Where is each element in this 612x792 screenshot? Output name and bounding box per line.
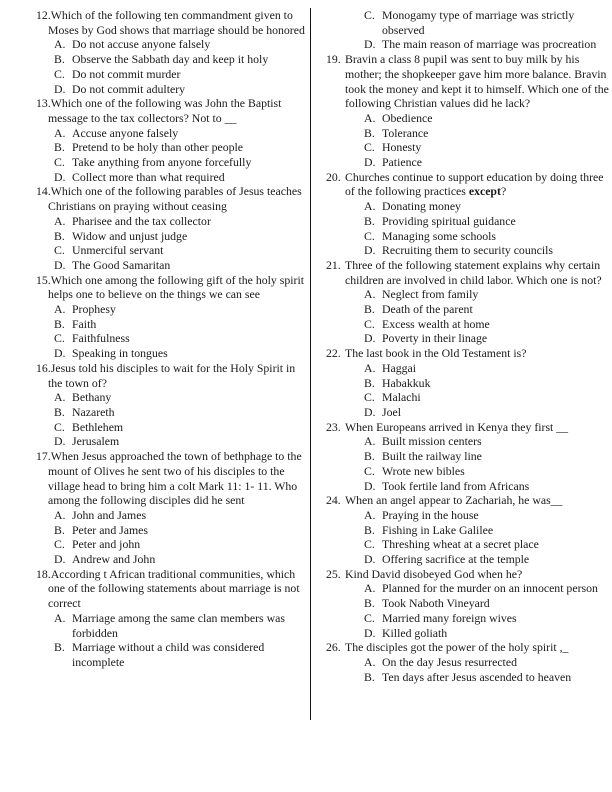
- question-text-block: [36, 567, 310, 611]
- answer-option: [326, 611, 610, 626]
- answer-option: [30, 82, 310, 97]
- answer-option: [30, 37, 310, 52]
- answer-option: [326, 523, 610, 538]
- answer-option: [326, 670, 610, 685]
- answer-option: [326, 111, 610, 126]
- question-text-block: [326, 419, 569, 434]
- question: [30, 184, 310, 213]
- option-text: Obedience: [382, 110, 433, 125]
- answer-option: [326, 537, 610, 552]
- option-text: Bethany: [72, 390, 112, 405]
- question-number: 16.: [36, 360, 51, 375]
- question-number: 20.: [326, 169, 341, 184]
- question-text: Jesus told his disciples to wait for the Holy Spirit in the town of?: [48, 360, 296, 390]
- question: [326, 567, 610, 582]
- question-text: When an angel appear to Zachariah, he was__: [345, 493, 563, 508]
- option-letter: C.: [54, 243, 65, 258]
- option-letter: B.: [364, 125, 375, 140]
- option-text: Recruiting them to security councils: [382, 243, 554, 258]
- option-text: Peter and James: [72, 522, 149, 537]
- answer-option: [30, 523, 310, 538]
- answer-option: [30, 390, 310, 405]
- option-letter: C.: [364, 228, 375, 243]
- option-letter: D.: [364, 155, 376, 170]
- answer-option: [326, 449, 610, 464]
- option-text: Monogamy type of marriage was strictly observed: [382, 8, 575, 37]
- answer-option: [326, 302, 610, 317]
- option-letter: A.: [364, 110, 376, 125]
- question-text-block: [36, 8, 310, 37]
- option-letter: A.: [364, 654, 376, 669]
- option-text: Faithfulness: [72, 331, 130, 346]
- option-letter: B.: [54, 52, 65, 67]
- option-text: Do not accuse anyone falsely: [72, 37, 211, 52]
- answer-option: [326, 508, 610, 523]
- question-text: When Jesus approached the town of bethphage to the mount of Olives he sent two of his disciples to the village head to bring him a colt Mark 11: 1- 11. Who among the following disciples did he sent: [48, 449, 302, 508]
- answer-option: [326, 655, 610, 670]
- question-text-block: [326, 566, 523, 581]
- option-text: Killed goliath: [382, 625, 448, 640]
- option-letter: A.: [364, 287, 376, 302]
- question-emphasis: except: [468, 184, 501, 199]
- option-letter: C.: [364, 463, 375, 478]
- question-text-block: [36, 96, 310, 125]
- option-text: Speaking in tongues: [72, 346, 168, 361]
- answer-option: [326, 479, 610, 494]
- option-text: Managing some schools: [382, 228, 497, 243]
- question-number: 17.: [36, 449, 51, 464]
- answer-option: [326, 552, 610, 567]
- option-text: Built mission centers: [382, 434, 482, 449]
- option-letter: A.: [54, 610, 66, 625]
- question-text-block: [36, 184, 310, 213]
- question: [326, 258, 610, 287]
- option-letter: C.: [364, 610, 375, 625]
- option-letter: B.: [54, 522, 65, 537]
- option-letter: D.: [54, 81, 66, 96]
- answer-option: [30, 258, 310, 273]
- option-text: Unmerciful servant: [72, 243, 164, 258]
- option-text: Faith: [72, 316, 97, 331]
- answer-option: [326, 229, 610, 244]
- option-letter: B.: [54, 640, 65, 655]
- question: [326, 170, 610, 199]
- question-number: 14.: [36, 184, 51, 199]
- question-text-end: ?: [500, 184, 507, 199]
- option-text: Praying in the house: [382, 507, 479, 522]
- option-text: Providing spiritual guidance: [382, 213, 516, 228]
- answer-option: [30, 317, 310, 332]
- option-text: Marriage among the same clan members was forbidden: [72, 610, 285, 640]
- answer-option: [326, 199, 610, 214]
- answer-option: [326, 287, 610, 302]
- question-number: 19.: [326, 52, 341, 67]
- option-letter: D.: [54, 346, 66, 361]
- option-text: The Good Samaritan: [72, 257, 171, 272]
- answer-option: [326, 243, 610, 258]
- option-text: Honesty: [382, 140, 422, 155]
- answer-option: [326, 140, 610, 155]
- answer-option: [30, 552, 310, 567]
- option-letter: B.: [364, 213, 375, 228]
- question-text: The last book in the Old Testament is?: [345, 346, 527, 361]
- option-letter: D.: [364, 331, 376, 346]
- option-letter: B.: [364, 669, 375, 684]
- option-text: Pharisee and the tax collector: [72, 213, 211, 228]
- answer-option: [30, 420, 310, 435]
- question-number: 22.: [326, 346, 341, 361]
- answer-option: [326, 626, 610, 641]
- option-text: Poverty in their linage: [382, 331, 488, 346]
- answer-option: [30, 214, 310, 229]
- option-letter: D.: [364, 243, 376, 258]
- option-text: John and James: [72, 507, 147, 522]
- option-letter: C.: [54, 155, 65, 170]
- answer-option: [326, 126, 610, 141]
- option-text: Haggai: [382, 360, 417, 375]
- question-text-block: [36, 361, 310, 390]
- answer-option: [30, 126, 310, 141]
- question-text: When Europeans arrived in Kenya they first __: [345, 419, 569, 434]
- option-letter: D.: [54, 169, 66, 184]
- option-letter: C.: [364, 8, 375, 22]
- option-letter: C.: [364, 140, 375, 155]
- option-text: The main reason of marriage was procreation: [382, 37, 597, 52]
- option-text: Death of the parent: [382, 302, 473, 317]
- option-letter: B.: [364, 596, 375, 611]
- question: [30, 361, 310, 390]
- question-text: Kind David disobeyed God when he?: [345, 566, 523, 581]
- option-letter: A.: [364, 581, 376, 596]
- option-text: Patience: [382, 155, 422, 170]
- question: [326, 640, 610, 655]
- option-letter: D.: [54, 552, 66, 567]
- question-text-block: [326, 257, 602, 287]
- option-text: Collect more than what required: [72, 169, 225, 184]
- option-letter: A.: [54, 213, 66, 228]
- option-text: Threshing wheat at a secret place: [382, 537, 539, 552]
- question-text-block: [326, 493, 563, 508]
- option-letter: B.: [54, 316, 65, 331]
- option-letter: C.: [54, 331, 65, 346]
- option-letter: C.: [54, 419, 65, 434]
- option-text: Took Naboth Vineyard: [382, 596, 490, 611]
- question-text-block: [326, 640, 569, 655]
- answer-option: [326, 464, 610, 479]
- answer-option: [326, 596, 610, 611]
- option-text: Andrew and John: [72, 552, 156, 567]
- answer-option: [326, 390, 610, 405]
- option-letter: D.: [54, 434, 66, 449]
- option-letter: B.: [364, 449, 375, 464]
- question-number: 23.: [326, 419, 341, 434]
- question: [326, 493, 610, 508]
- option-text: Married many foreign wives: [382, 610, 517, 625]
- option-text: Offering sacrifice at the temple: [382, 552, 530, 567]
- answer-option: [30, 331, 310, 346]
- question-text: Which one among the following gift of the holy spirit helps one to believe on the things we can see: [48, 272, 305, 302]
- option-text: Do not commit adultery: [72, 81, 186, 96]
- option-text: Took fertile land from Africans: [382, 478, 530, 493]
- question-text: Which one of the following was John the Baptist message to the tax collectors? Not to __: [48, 96, 282, 125]
- option-letter: C.: [364, 537, 375, 552]
- option-text: Tolerance: [382, 125, 429, 140]
- question: [326, 420, 610, 435]
- option-letter: D.: [364, 37, 376, 52]
- answer-option: [326, 405, 610, 420]
- answer-option: [30, 640, 310, 669]
- option-text: Malachi: [382, 390, 421, 405]
- question-number: 13.: [36, 96, 51, 111]
- question-text-block: [326, 169, 604, 199]
- option-letter: B.: [54, 404, 65, 419]
- answer-option: [30, 170, 310, 185]
- option-text: Joel: [382, 404, 402, 419]
- question-number: 26.: [326, 640, 341, 655]
- answer-option: [326, 581, 610, 596]
- option-text: Ten days after Jesus ascended to heaven: [382, 669, 572, 684]
- option-text: Prophesy: [72, 302, 116, 317]
- option-letter: A.: [54, 37, 66, 52]
- answer-option: [30, 140, 310, 155]
- question-text-block: [36, 449, 310, 508]
- right-column: [326, 8, 610, 684]
- option-text: Nazareth: [72, 404, 115, 419]
- option-letter: D.: [364, 404, 376, 419]
- answer-option: [30, 243, 310, 258]
- option-text: Marriage without a child was considered incomplete: [72, 640, 265, 669]
- left-column: [30, 8, 310, 670]
- option-text: Accuse anyone falsely: [72, 125, 179, 140]
- answer-option: [326, 376, 610, 391]
- option-text: Planned for the murder on an innocent person: [382, 581, 598, 596]
- question-number: 24.: [326, 493, 341, 508]
- option-letter: A.: [54, 302, 66, 317]
- answer-option: [326, 361, 610, 376]
- answer-option: [30, 611, 310, 640]
- option-text: Widow and unjust judge: [72, 228, 188, 243]
- option-letter: D.: [54, 257, 66, 272]
- answer-option: [30, 67, 310, 82]
- option-text: Observe the Sabbath day and keep it holy: [72, 52, 269, 67]
- option-letter: A.: [364, 507, 376, 522]
- answer-option: [326, 434, 610, 449]
- question-text: Bravin a class 8 pupil was sent to buy milk by his mother; the shopkeeper gave him more balance. Bravin took the money and kept it to himself. Which one of the following Christian values did he lack?: [345, 52, 609, 111]
- option-letter: A.: [54, 125, 66, 140]
- option-text: Do not commit murder: [72, 66, 181, 81]
- option-text: Built the railway line: [382, 449, 482, 464]
- answer-option: [326, 155, 610, 170]
- column-divider: [310, 8, 311, 720]
- question-text-block: [326, 52, 609, 111]
- question-text: Which one of the following parables of Jesus teaches Christians on praying without ceasing: [48, 184, 302, 214]
- question-text: Which of the following ten commandment given to Moses by God shows that marriage should be honored: [48, 8, 305, 37]
- question-text-block: [36, 273, 310, 302]
- answer-option: [30, 405, 310, 420]
- option-letter: C.: [364, 316, 375, 331]
- option-text: On the day Jesus resurrected: [382, 654, 517, 669]
- option-letter: B.: [364, 522, 375, 537]
- answer-option: [326, 317, 610, 332]
- option-letter: D.: [364, 552, 376, 567]
- option-text: Take anything from anyone forcefully: [72, 155, 252, 170]
- question: [30, 96, 310, 125]
- answer-option: [326, 8, 610, 37]
- answer-option: [30, 346, 310, 361]
- question: [30, 273, 310, 302]
- option-letter: C.: [54, 537, 65, 552]
- answer-option: [30, 537, 310, 552]
- option-text: Peter and john: [72, 537, 141, 552]
- answer-option: [326, 214, 610, 229]
- question-number: 25.: [326, 566, 341, 581]
- question-number: 15.: [36, 272, 51, 287]
- answer-option: [30, 229, 310, 244]
- option-text: Donating money: [382, 199, 461, 214]
- question-text-block: [326, 346, 527, 361]
- answer-option: [30, 434, 310, 449]
- option-letter: C.: [54, 66, 65, 81]
- option-text: Excess wealth at home: [382, 316, 490, 331]
- option-text: Neglect from family: [382, 287, 479, 302]
- option-letter: A.: [54, 390, 66, 405]
- question-number: 12.: [36, 8, 51, 22]
- option-letter: B.: [364, 302, 375, 317]
- option-letter: A.: [364, 199, 376, 214]
- option-text: Fishing in Lake Galilee: [382, 522, 494, 537]
- question: [326, 52, 610, 111]
- option-letter: A.: [364, 360, 376, 375]
- answer-option: [30, 302, 310, 317]
- question: [30, 449, 310, 508]
- option-letter: C.: [364, 390, 375, 405]
- option-letter: B.: [54, 228, 65, 243]
- question-text: Churches continue to support education by doing three of the following practices: [345, 169, 604, 199]
- question-text: Three of the following statement explains why certain children are involved in child labor. Which one is not?: [345, 257, 602, 287]
- answer-option: [326, 37, 610, 52]
- question: [30, 567, 310, 611]
- question-text: According t African traditional communities, which one of the following statements about marriage is not correct: [48, 566, 300, 611]
- question-text: The disciples got the power of the holy spirit ,_: [345, 640, 569, 655]
- answer-option: [30, 52, 310, 67]
- option-text: Wrote new bibles: [382, 463, 465, 478]
- option-text: Pretend to be holy than other people: [72, 140, 244, 155]
- option-letter: B.: [364, 375, 375, 390]
- option-letter: D.: [364, 478, 376, 493]
- question: [326, 346, 610, 361]
- option-text: Bethlehem: [72, 419, 124, 434]
- question: [30, 8, 310, 37]
- answer-option: [30, 508, 310, 523]
- option-letter: A.: [364, 434, 376, 449]
- option-letter: D.: [364, 625, 376, 640]
- answer-option: [30, 155, 310, 170]
- option-letter: A.: [54, 507, 66, 522]
- option-text: Jerusalem: [72, 434, 120, 449]
- question-number: 18.: [36, 566, 51, 581]
- option-text: Habakkuk: [382, 375, 431, 390]
- answer-option: [326, 331, 610, 346]
- option-letter: B.: [54, 140, 65, 155]
- question-number: 21.: [326, 257, 341, 272]
